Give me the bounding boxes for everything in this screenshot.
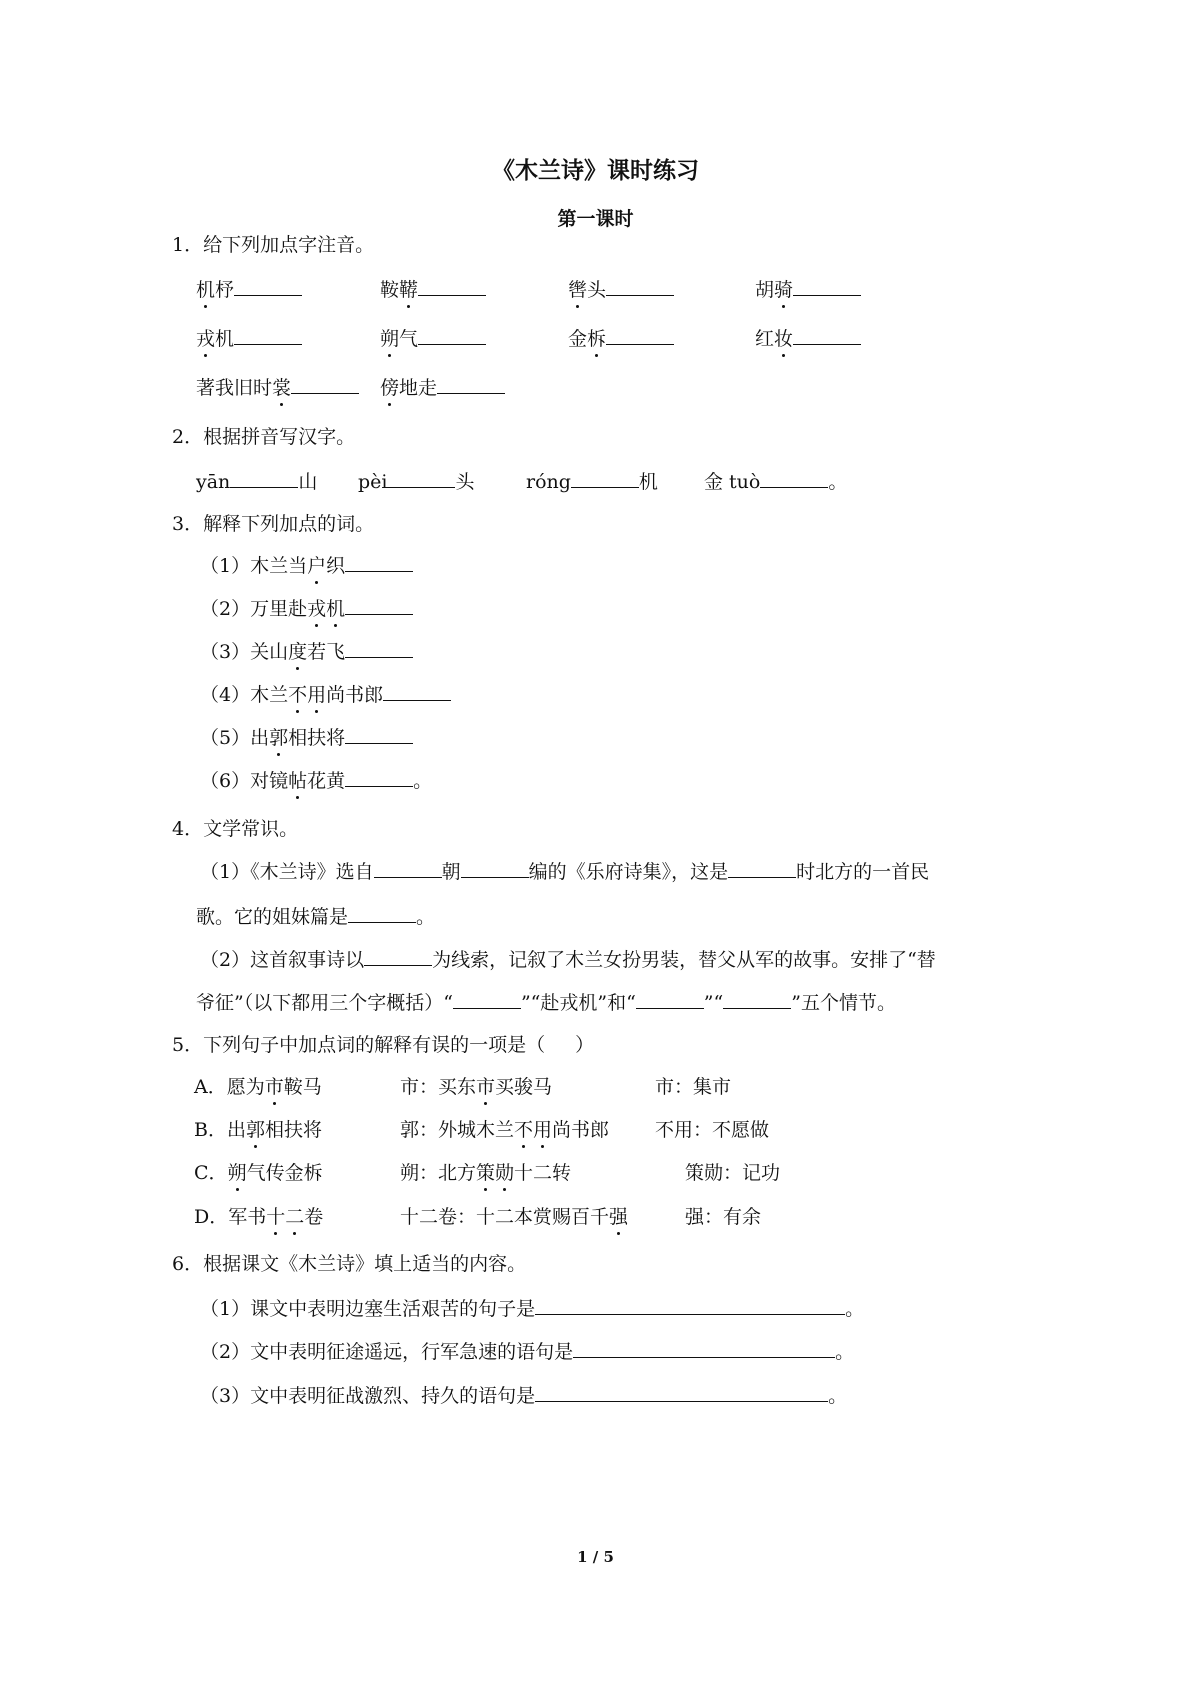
answer-blank[interactable] [437,374,505,394]
q2-item [358,468,475,495]
q1-word: 著我旧时裳 [196,377,292,399]
answer-blank[interactable] [606,276,674,296]
item-number: （5） [200,727,251,749]
pinyin: yān [196,471,231,493]
answer-blank[interactable] [571,468,639,488]
period: 。 [413,770,433,792]
q1-word: 辔头 [568,279,607,301]
q3-item [200,681,451,708]
answer-blank[interactable] [345,595,413,615]
q6-text: （1）课文中表明边塞生活艰苦的句子是 [200,1298,536,1320]
option-d-right: 强：有余 [685,1206,762,1228]
q1-item [196,374,359,401]
q3-item [200,595,413,622]
q1-item [568,325,674,352]
q3-phrase: 万里赴戎机 [250,598,346,620]
page-number: 1 / 5 [577,1548,614,1566]
q4-text: ”五个情节。 [791,992,896,1014]
q1-item [380,374,505,401]
period: 。 [845,1298,865,1320]
answer-blank[interactable] [453,989,521,1009]
q4-text: 爷征”（以下都用三个字概括）“ [196,992,453,1014]
q3-item [200,767,432,794]
option-b-mid: 郭：外城木兰不用尚书郎 [400,1119,610,1141]
answer-blank[interactable] [230,468,298,488]
q4-paragraph-2 [200,946,936,973]
q4-text: ”“赴戎机”和“ [520,992,636,1014]
q4-heading: 4．文学常识。 [172,818,299,840]
pinyin: róng [526,471,571,493]
answer-blank[interactable] [345,767,413,787]
q4-text: 歌。它的姐妹篇是 [196,906,349,928]
q4-paragraph-1-cont [196,903,435,930]
answer-blank[interactable] [387,468,455,488]
answer-blank[interactable] [636,989,704,1009]
q4-text: （1）《木兰诗》选自 [200,861,374,883]
q3-phrase: 出郭相扶将 [250,727,346,749]
q1-word: 胡骑 [755,279,794,301]
q6-heading: 6．根据课文《木兰诗》填上适当的内容。 [172,1253,527,1275]
q5-text: 5．下列句子中加点词的解释有误的一项是（ [172,1034,546,1056]
q6-text: （2）文中表明征途遥远，行军急速的语句是 [200,1341,574,1363]
answer-blank[interactable] [364,946,432,966]
q1-word: 傍地走 [380,377,438,399]
q1-item [755,325,861,352]
q1-item [755,276,861,303]
answer-blank[interactable] [461,858,529,878]
q1-item [196,325,302,352]
q5-text: ） [575,1034,595,1056]
q2-item [526,468,658,495]
item-number: （4） [200,684,251,706]
q3-heading: 3．解释下列加点的词。 [172,513,375,535]
pinyin: pèi [358,471,388,493]
answer-blank[interactable] [345,552,413,572]
item-number: （1） [200,555,251,577]
q4-text: 为线索，记叙了木兰女扮男装，替父从军的故事。安排了“替 [432,949,936,971]
option-b-right: 不用：不愿做 [655,1119,770,1141]
answer-blank[interactable] [793,325,861,345]
q1-item [568,276,674,303]
q4-text: 编的《乐府诗集》，这是 [528,861,729,883]
period: 。 [828,1385,848,1407]
answer-blank[interactable] [234,325,302,345]
q2-heading: 2．根据拼音写汉字。 [172,426,356,448]
q3-item [200,724,413,751]
q3-phrase: 木兰当户织 [250,555,346,577]
answer-blank[interactable] [234,276,302,296]
answer-blank[interactable] [345,638,413,658]
option-a-mid: 市：买东市买骏马 [400,1076,553,1098]
answer-blank[interactable] [728,858,796,878]
item-number: （3） [200,641,251,663]
q3-phrase: 关山度若飞 [250,641,346,663]
option-a-left: A．愿为市鞍马 [194,1076,322,1098]
q6-item [200,1338,854,1365]
answer-blank[interactable] [793,276,861,296]
answer-blank[interactable] [760,468,828,488]
q1-word: 戎机 [196,328,235,350]
q2-suffix: 机 [638,471,658,493]
worksheet-title: 《木兰诗》课时练习 [492,157,699,184]
q4-text: （2）这首叙事诗以 [200,949,365,971]
answer-blank[interactable] [348,903,416,923]
q2-item [704,468,847,495]
pinyin: 金 tuò [704,471,761,493]
q6-item [200,1382,847,1409]
answer-blank[interactable] [535,1382,828,1402]
answer-blank[interactable] [606,325,674,345]
answer-blank[interactable] [535,1295,845,1315]
worksheet-subtitle: 第一课时 [557,208,634,230]
q2-suffix: 头 [455,471,475,493]
option-c-right: 策勋：记功 [685,1162,781,1184]
answer-blank[interactable] [418,325,486,345]
option-d-left: D．军书十二卷 [194,1206,324,1228]
answer-blank[interactable] [418,276,486,296]
q1-heading: 1．给下列加点字注音。 [172,234,375,256]
option-c-mid: 朔：北方策勋十二转 [400,1162,572,1184]
q6-text: （3）文中表明征战激烈、持久的语句是 [200,1385,536,1407]
q3-item [200,638,413,665]
q3-phrase: 木兰不用尚书郎 [250,684,384,706]
answer-blank[interactable] [291,374,359,394]
option-c-left: C．朔气传金柝 [194,1162,323,1184]
q2-suffix: 山 [298,471,318,493]
option-d-mid: 十二卷：十二本赏赐百千强 [400,1206,629,1228]
answer-blank[interactable] [383,681,451,701]
q2-item [196,468,317,495]
q4-text: 朝 [441,861,461,883]
q1-item [380,325,486,352]
q4-paragraph-1 [200,858,929,885]
q1-item [196,276,302,303]
q5-heading [172,1032,594,1058]
q1-word: 鞍鞯 [380,279,419,301]
item-number: （2） [200,598,251,620]
q4-text: ”“ [703,992,724,1014]
q4-text: 。 [416,906,436,928]
q3-item [200,552,413,579]
answer-blank[interactable] [573,1338,835,1358]
q4-paragraph-2-cont [196,989,896,1016]
q1-word: 红妆 [755,328,794,350]
q1-word: 机杼 [196,279,235,301]
q1-item [380,276,486,303]
q4-text: 时北方的一首民 [796,861,930,883]
answer-blank[interactable] [723,989,791,1009]
option-a-right: 市：集市 [655,1076,732,1098]
q2-suffix: 。 [828,471,848,493]
option-b-left: B．出郭相扶将 [194,1119,322,1141]
answer-blank[interactable] [374,858,442,878]
q6-item [200,1295,864,1322]
q3-phrase: 对镜帖花黄 [250,770,346,792]
answer-blank[interactable] [345,724,413,744]
q1-word: 朔气 [380,328,419,350]
item-number: （6） [200,770,251,792]
period: 。 [835,1341,855,1363]
q1-word: 金柝 [568,328,607,350]
